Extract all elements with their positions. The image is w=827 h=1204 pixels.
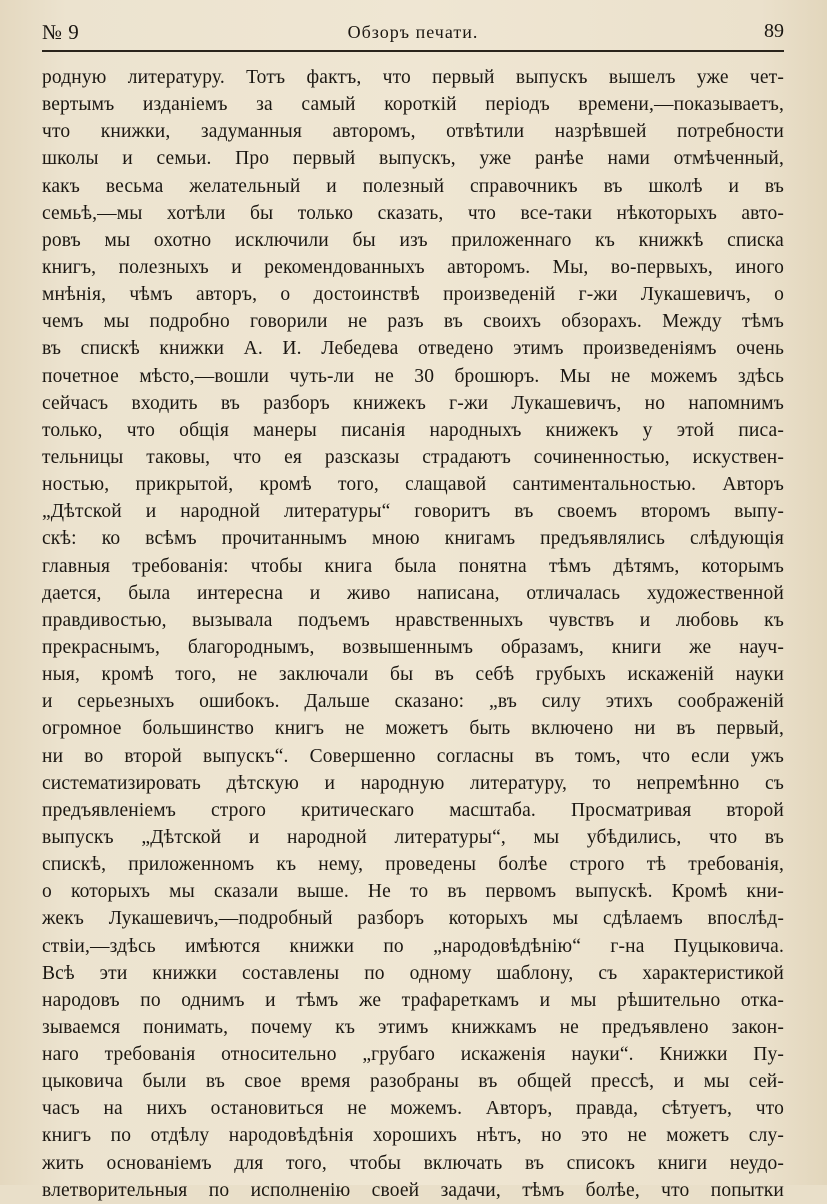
- text-line: что книжки, задуманныя авторомъ, отвѣтили назрѣвшей потребности: [42, 121, 784, 143]
- text-line: влетворительныя по исполненію своей задачи, тѣмъ болѣе, что попытки: [42, 1179, 784, 1201]
- text-line: цыковича были въ свое время разобраны въ общей прессѣ, и мы сей-: [42, 1071, 784, 1093]
- text-line: „Дѣтской и народной литературы“ говоритъ въ своемъ второмъ выпу-: [42, 501, 784, 523]
- text-line: родную литературу. Тотъ фактъ, что первый выпускъ вышелъ уже чет-: [42, 67, 784, 88]
- text-line: о которыхъ мы сказали выше. Не то въ первомъ выпускѣ. Кромѣ кни-: [42, 881, 784, 903]
- text-line: жекъ Лукашевичъ,—подробный разборъ которыхъ мы сдѣлаемъ впослѣд-: [42, 908, 784, 930]
- text-line: книгъ, полезныхъ и рекомендованныхъ авторомъ. Мы, во-первыхъ, иного: [42, 256, 784, 278]
- text-line: сейчасъ входить въ разборъ книжекъ г-жи Лукашевичъ, но напомнимъ: [42, 392, 784, 414]
- text-line: дается, была интересна и живо написана, отличалась художественной: [42, 582, 784, 604]
- text-line: предъявленіемъ строго критическаго масштаба. Просматривая второй: [42, 799, 784, 821]
- text-line: ныя, кромѣ того, не заключали бы въ себѣ грубыхъ искаженій науки: [42, 664, 784, 686]
- text-line: чемъ мы подробно говорили не разъ въ своихъ обзорахъ. Между тѣмъ: [42, 311, 784, 333]
- issue-number: № 9: [42, 20, 80, 44]
- text-line: огромное большинство книгъ не можетъ быть включено ни въ первый,: [42, 718, 784, 740]
- text-line: жить основаніемъ для того, чтобы включать въ списокъ книги неудо-: [42, 1152, 784, 1174]
- text-line: часъ на нихъ остановиться не можемъ. Авторъ, правда, сѣтуетъ, что: [42, 1098, 784, 1120]
- text-line: какъ весьма желательный и полезный справочникъ въ школѣ и въ: [42, 175, 784, 197]
- section-title: Обзоръ печати.: [347, 22, 479, 42]
- text-line: школы и семьи. Про первый выпускъ, уже ранѣе нами отмѣченный,: [42, 148, 784, 170]
- text-line: главныя требованія: чтобы книга была понятна тѣмъ дѣтямъ, которымъ: [42, 555, 784, 577]
- text-line: почетное мѣсто,—вошли чуть-ли не 30 брошюръ. Мы не можемъ здѣсь: [42, 365, 784, 387]
- article-body: [42, 64, 784, 1204]
- text-line: народовъ по однимъ и тѣмъ же трафареткамъ и мы рѣшительно отка-: [42, 989, 784, 1011]
- text-line: выпускъ „Дѣтской и народной литературы“, мы убѣдились, что въ: [42, 826, 784, 848]
- text-line: ни во второй выпускъ“. Совершенно согласны въ томъ, что если ужъ: [42, 745, 784, 767]
- text-line: мнѣнія, чѣмъ авторъ, о достоинствѣ произведеній г-жи Лукашевичъ, о: [42, 284, 784, 306]
- text-line: въ спискѣ книжки А. И. Лебедева отведено этимъ произведеніямъ очень: [42, 338, 784, 360]
- text-line: систематизировать дѣтскую и народную литературу, то непремѣнно съ: [42, 772, 784, 794]
- text-line: наго требованія относительно „грубаго искаженія науки“. Книжки Пу-: [42, 1044, 784, 1066]
- text-line: вертымъ изданіемъ за самый короткій періодъ времени,—показываетъ,: [42, 94, 784, 116]
- text-line: правдивостью, вызывала подъемъ нравственныхъ чувствъ и любовь къ: [42, 609, 784, 631]
- text-line: тельницы таковы, что ея разсказы страдаютъ сочиненностью, искуствен-: [42, 446, 784, 468]
- text-line: книгъ по отдѣлу народовѣдѣнія хорошихъ нѣтъ, но это не можетъ слу-: [42, 1125, 784, 1147]
- page-number: 89: [764, 20, 784, 42]
- text-line: ствіи,—здѣсь имѣются книжки по „народовѣдѣнію“ г-на Пуцыковича.: [42, 935, 784, 957]
- text-line: спискѣ, приложенномъ къ нему, проведены болѣе строго тѣ требованія,: [42, 854, 784, 876]
- text-line: скѣ: ко всѣмъ прочитаннымъ мною книгамъ предъявлялись слѣдующія: [42, 528, 784, 550]
- text-line: ровъ мы охотно исключили бы изъ приложеннаго къ книжкѣ списка: [42, 229, 784, 251]
- text-line: Всѣ эти книжки составлены по одному шаблону, съ характеристикой: [42, 962, 784, 984]
- text-line: семьѣ,—мы хотѣли бы только сказать, что все-таки нѣкоторыхъ авто-: [42, 202, 784, 224]
- text-line: только, что общія манеры писанія народныхъ книжекъ у этой писа-: [42, 419, 784, 441]
- text-line: и серьезныхъ ошибокъ. Дальше сказано: „въ силу этихъ соображеній: [42, 691, 784, 713]
- text-line: прекраснымъ, благороднымъ, возвышеннымъ образамъ, книги же науч-: [42, 636, 784, 658]
- text-line: зываемся понимать, почему къ этимъ книжкамъ не предъявлено закон-: [42, 1016, 784, 1038]
- text-line: ностью, прикрытой, кромѣ того, слащавой сантиментальностью. Авторъ: [42, 474, 784, 496]
- running-header: [42, 16, 784, 52]
